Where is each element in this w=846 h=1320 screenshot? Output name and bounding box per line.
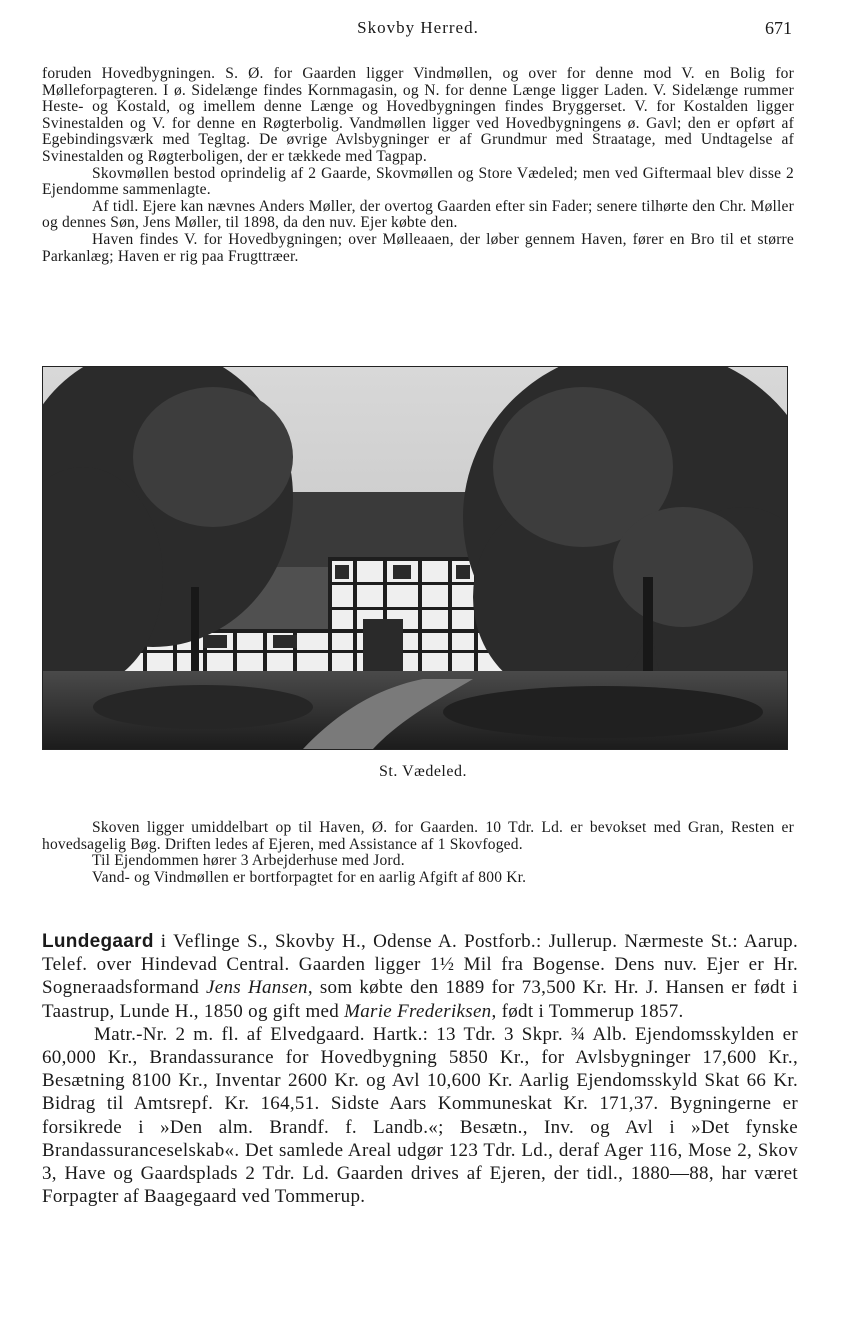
paragraph-garden: Haven findes V. for Hovedbygningen; over Mølleaaen, der løber gennem Haven, fører en Bro til et større Parkanlæg; Haven er rig paa Frugttræer. (42, 230, 794, 265)
paragraph-owners: Af tidl. Ejere kan nævnes Anders Møller, der overtog Gaarden efter sin Fader; senere tilhørte den Chr. Møller og dennes Søn, Jens Møller, til 1898, da den nuv. Ejer købte den. (42, 197, 794, 232)
page-header (40, 16, 796, 42)
paragraph-buildings: foruden Hovedbygningen. S. Ø. for Gaarden ligger Vindmøllen, og over for denne mod V. en Bolig for Mølleforpagteren. I ø. Sidelænge findes Kornmagasin, og N. for denne Længe ligger Laden. V. Sidelænge rummer Heste- og Kostald, og imellem denne Længe og Hovedbygningen findes Bryggerset. V. for Kostalden ligger Svinestalden og V. for denne en Røgterbolig. Vandmøllen ligger ved Hovedbygningens ø. Gavl; den er opført af Egebindingsværk med Tegltag. De øvrige Avlsbygninger er af Grundmur med Straatage, med Undtagelse af Svinestalden og Røgterboligen, der er tækkede med Tagpap. (42, 65, 794, 165)
paragraph-forest: Skoven ligger umiddelbart op til Haven, Ø. for Gaarden. 10 Tdr. Ld. er bevokset med Gran, Resten er hovedsagelig Bøg. Driften ledes af Ejeren, med Assistance af 1 Skovfoged. (42, 819, 794, 853)
paragraph-worker-houses: Til Ejendommen hører 3 Arbejderhuse med Jord. (92, 852, 405, 870)
estate-entry (42, 930, 798, 1208)
owner-name: Jens Hansen (206, 977, 308, 999)
paragraph-history: Skovmøllen bestod oprindelig af 2 Gaarde, Skovmøllen og Store Vædeled; men ved Giftermaal blev disse 2 Ejendomme sammenlagte. (42, 164, 794, 199)
entry-text-c: , født i Tommerup 1857. (491, 1000, 684, 1022)
entry-text-b: , som købte den 1889 for 73,500 Kr. Hr. J. Hansen er født i Taastrup, Lunde H., 1850 og gift med (42, 977, 798, 1022)
entry-paragraph-intro (42, 930, 798, 1023)
entry-text-a: i Veflinge S., Skovby H., Odense A. Postforb.: Jullerup. Nærmeste St.: Aarup. Telef. over Hindevad Central. Gaarden ligger 1½ Mil fra Bogense. Dens nuv. Ejer er Hr. Sogneraadsformand (42, 931, 798, 999)
wife-name: Marie Frederiksen (344, 1000, 492, 1022)
entry-paragraph-details: Matr.-Nr. 2 m. fl. af Elvedgaard. Hartk.: 13 Tdr. 3 Skpr. ¾ Alb. Ejendomsskylden er 60,000 Kr., Brandassurance for Hovedbygning 5850 Kr., for Avlsbygninger 17,600 Kr., Besætning 8100 Kr., Inventar 2600 Kr. og Avl 10,600 Kr. Aarlig Ejendomsskyld Skat 66 Kr. Bidrag til Amtsrepf. Kr. 164,51. Sidste Aars Kommuneskat Kr. 171,37. Bygningerne er forsikrede i »Den alm. Brandf. f. Landb.«; Besætn., Inv. og Avl i »Det fynske Brandassuranceselskab«. Det samlede Areal udgør 123 Tdr. Ld., deraf Ager 116, Mose 2, Skov 3, Have og Gaardsplads 2 Tdr. Ld. Gaarden drives af Ejeren, der tidl., 1880—88, har været Forpagter af Baagegaard ved Tommerup. (42, 1023, 798, 1208)
forest-text-block (42, 820, 794, 886)
photo-caption: St. Vædeled. (379, 763, 467, 780)
farmhouse-photo (42, 366, 788, 750)
page-number: 671 (765, 18, 792, 38)
top-text-block (42, 66, 794, 265)
running-head: Skovby Herred. (357, 18, 479, 37)
estate-name: Lundegaard (42, 931, 154, 952)
paragraph-mills: Vand- og Vindmøllen er bortforpagtet for en aarlig Afgift af 800 Kr. (92, 868, 527, 886)
